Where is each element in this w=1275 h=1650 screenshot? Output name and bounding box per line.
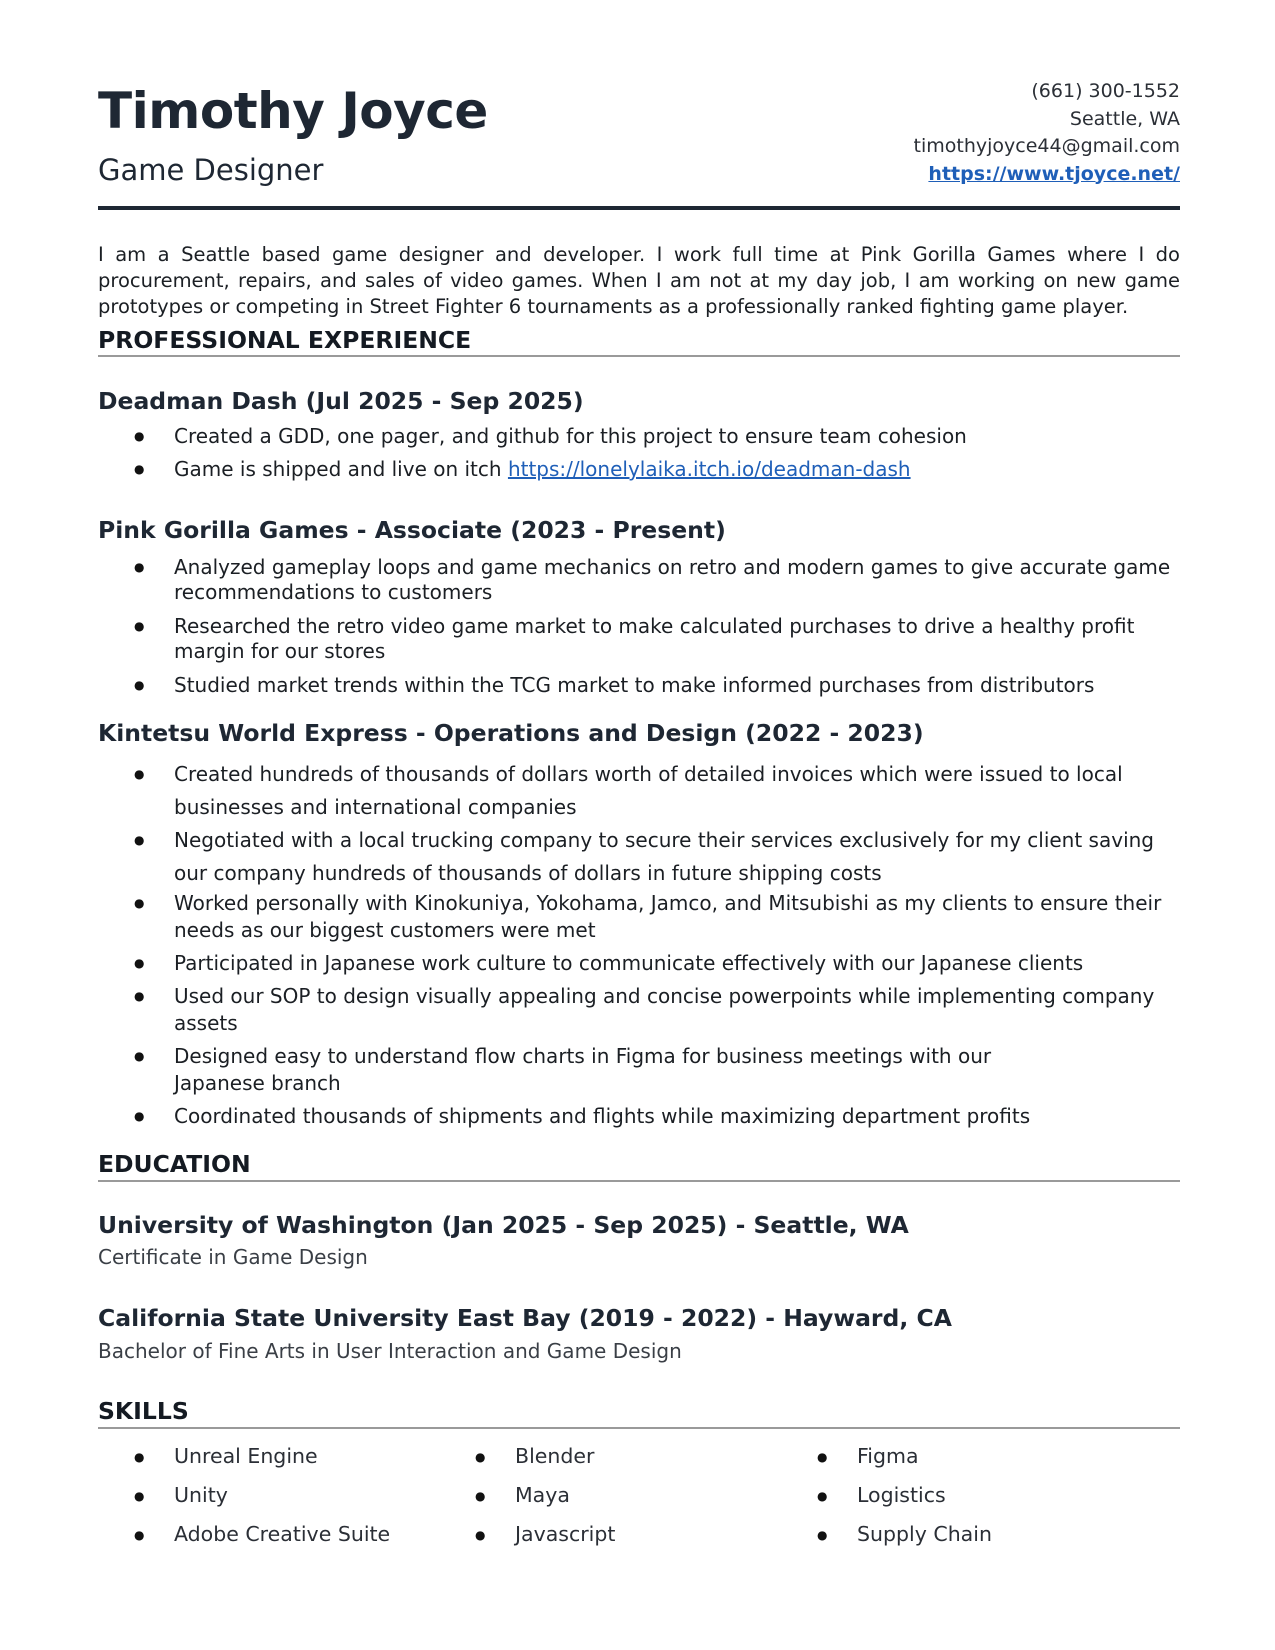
list-item: ● Game is shipped and live on itch https://lonelylaika.itch.io/deadman-dash [98, 456, 1180, 482]
list-item: ● Worked personally with Kinokuniya, Yokohama, Jamco, and Mitsubishi as my clients to ensure their needs as our biggest customers were met [98, 890, 1180, 944]
website-link[interactable]: https://www.tjoyce.net/ [928, 162, 1180, 185]
school-title: California State University East Bay (2019 - 2022) - Hayward, CA [98, 1304, 952, 1332]
location: Seattle, WA [1069, 107, 1180, 130]
list-item: ● Negotiated with a local trucking company to secure their services exclusively for my client saving our company hundreds of thousands of dollars in future shipping costs [98, 824, 1180, 890]
skills-column [817, 1444, 992, 1561]
list-item: ● Researched the retro video game market to make calculated purchases to drive a healthy profit margin for our stores [98, 614, 1180, 664]
email-address: timothyjoyce44@gmail.com [913, 135, 1180, 157]
section-divider [98, 1427, 1180, 1429]
summary-paragraph: I am a Seattle based game designer and developer. I work full time at Pink Gorilla Games where I do procurement, repairs, and sales of video games. When I am not at my day job, I am working on new game prototypes or competing in Street Fighter 6 tournaments as a professionally ranked fighting game player. [98, 243, 1180, 318]
resume-header [98, 0, 1180, 212]
section-title-skills: SKILLS [98, 1397, 189, 1425]
resume-page [98, 0, 1180, 1546]
skills-column [134, 1444, 390, 1561]
list-item: ● Coordinated thousands of shipments and flights while maximizing department profits [98, 1103, 1180, 1130]
list-item: ● Analyzed gameplay loops and game mechanics on retro and modern games to give accurate game recommendations to customers [98, 555, 1180, 605]
job-title: Deadman Dash (Jul 2025 - Sep 2025) [98, 387, 584, 415]
list-item: ● Studied market trends within the TCG market to make informed purchases from distributors [98, 673, 1180, 698]
skill-item: ● Unreal Engine [134, 1444, 390, 1483]
school-title: University of Washington (Jan 2025 - Sep 2025) - Seattle, WA [98, 1211, 909, 1239]
job-title: Pink Gorilla Games - Associate (2023 - Present) [98, 516, 726, 544]
skill-item: ● Blender [475, 1444, 615, 1483]
section-title-experience: PROFESSIONAL EXPERIENCE [98, 326, 472, 354]
contact-block [914, 78, 1180, 188]
job-title: Kintetsu World Express - Operations and Design (2022 - 2023) [98, 719, 924, 747]
section-divider [98, 1180, 1180, 1182]
job-bullets [98, 555, 1180, 698]
skill-item: ● Supply Chain [817, 1522, 992, 1561]
skill-item: ● Logistics [817, 1483, 992, 1522]
list-item: ● Used our SOP to design visually appealing and concise powerpoints while implementing company assets [98, 983, 1180, 1037]
list-item: ● Created a GDD, one pager, and github for this project to ensure team cohesion [98, 423, 1180, 449]
header-divider [98, 206, 1180, 210]
candidate-name: Timothy Joyce [98, 82, 488, 140]
job-bullets [98, 423, 1180, 482]
list-item: ● Designed easy to understand flow charts in Figma for business meetings with our Japanese branch [98, 1043, 1180, 1097]
skill-item: ● Unity [134, 1483, 390, 1522]
degree-text: Bachelor of Fine Arts in User Interaction and Game Design [98, 1339, 682, 1363]
skill-item: ● Maya [475, 1483, 615, 1522]
candidate-title: Game Designer [98, 153, 324, 187]
list-item: ● Participated in Japanese work culture to communicate effectively with our Japanese clients [98, 950, 1180, 977]
skill-item: ● Javascript [475, 1522, 615, 1561]
list-item: ● Created hundreds of thousands of dollars worth of detailed invoices which were issued to local businesses and international companies [98, 758, 1180, 824]
phone-number: (661) 300-1552 [1031, 80, 1180, 102]
skill-item: ● Figma [817, 1444, 992, 1483]
itch-link[interactable]: https://lonelylaika.itch.io/deadman-dash [507, 457, 911, 481]
skill-item: ● Adobe Creative Suite [134, 1522, 390, 1561]
job-bullets [98, 758, 1180, 1130]
skills-column [475, 1444, 615, 1561]
section-title-education: EDUCATION [98, 1150, 251, 1178]
section-divider [98, 355, 1180, 357]
degree-text: Certificate in Game Design [98, 1245, 368, 1269]
